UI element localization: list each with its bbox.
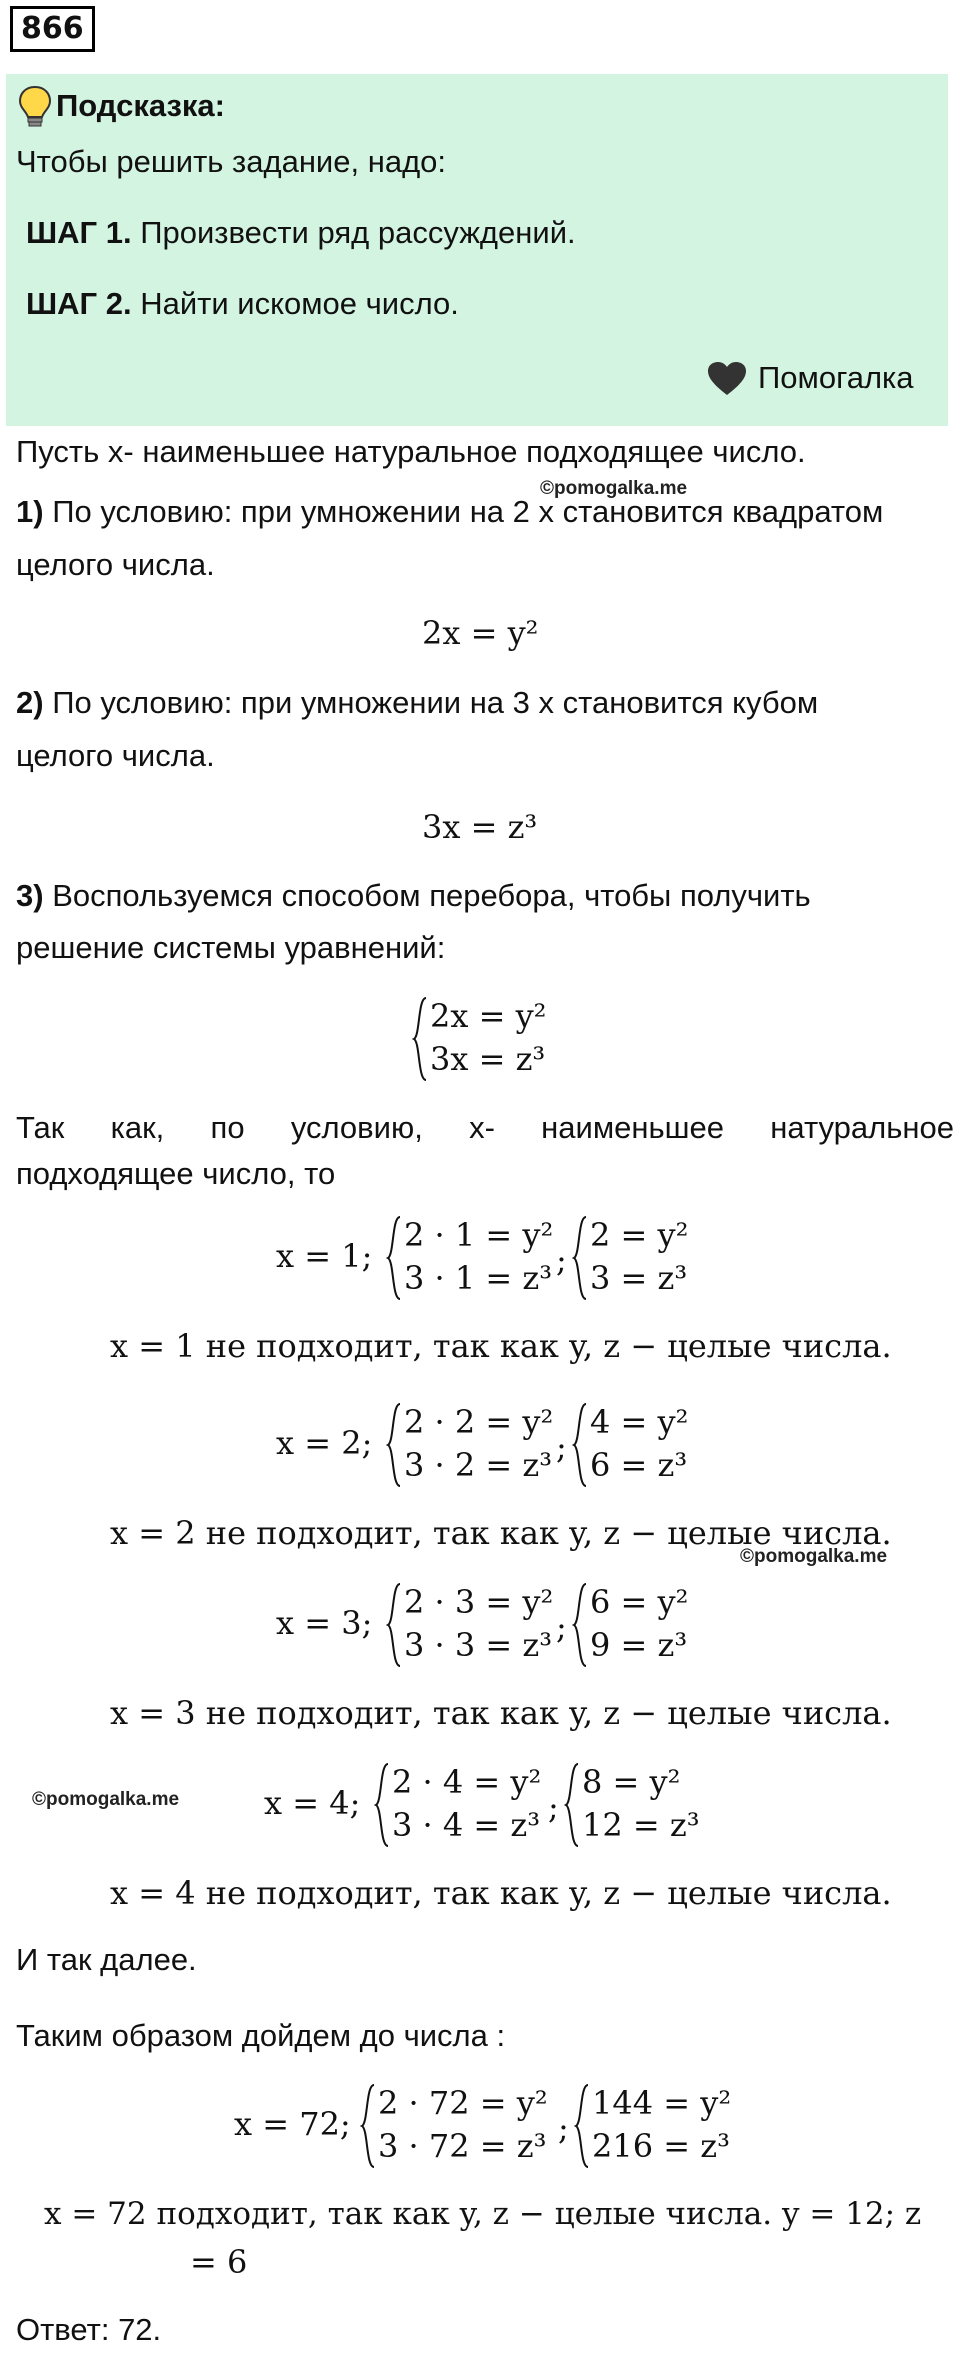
heart-icon (706, 360, 748, 398)
lightbulb-icon (16, 84, 54, 130)
answer-text: Ответ: 72. (16, 2312, 162, 2347)
step-text: По условию: при умножении на 3 х становится кубом (43, 685, 819, 720)
hint-step-text: Произвести ряд рассуждений. (131, 215, 576, 250)
step-text: Воспользуемся способом перебора, чтобы получить (43, 878, 811, 913)
step-number: 1) (16, 494, 44, 529)
brace-icon (564, 1762, 580, 1848)
brace-icon (386, 1402, 402, 1488)
hint-step-text: Найти искомое число. (131, 286, 459, 321)
trial-prefix: x = 3; (276, 1604, 373, 1642)
trial-system-b (572, 1582, 712, 1668)
final-prefix: x = 72; (234, 2105, 351, 2143)
brace-icon (386, 1582, 402, 1668)
step-3-line-1 (16, 876, 811, 916)
since-line-1: Так как, по условию, х- наименьшее натуральное (16, 1110, 954, 1145)
system-row: 3 · 2 = z³ (404, 1446, 553, 1484)
brace-icon (360, 2083, 376, 2169)
trial-prefix: x = 4; (264, 1784, 361, 1822)
system-row: 3 · 3 = z³ (404, 1626, 553, 1664)
etc-text: И так далее. (16, 1942, 197, 1977)
watermark: ©pomogalka.me (540, 478, 688, 499)
since-line-2: подходящее число, то (16, 1156, 336, 1191)
system-row: 6 = y² (590, 1583, 689, 1621)
trial-system-b (572, 1402, 712, 1488)
trial-system-b (564, 1762, 714, 1848)
step-number: 2) (16, 685, 44, 720)
step-3-line-2: решение системы уравнений: (16, 930, 446, 965)
step-text: По условию: при умножении на 2 х становится квадратом (43, 494, 884, 529)
intro-text: Пусть х- наименьшее натуральное подходящее число. (16, 434, 806, 469)
step-1-line-2: целого числа. (16, 547, 215, 582)
equation-text: 3x = z³ (422, 808, 538, 846)
brace-icon (386, 1215, 402, 1301)
brace-icon (374, 1762, 390, 1848)
system-row: 2x = y² (430, 997, 547, 1035)
brace-icon (412, 996, 428, 1082)
system-row: 2 · 1 = y² (404, 1216, 554, 1254)
semicolon: ; (548, 1788, 559, 1826)
watermark: ©pomogalka.me (740, 1546, 888, 1567)
thus-text: Таким образом дойдем до числа : (16, 2018, 506, 2053)
helper-link[interactable] (706, 358, 926, 398)
trial-system-b (572, 1215, 712, 1301)
hint-step-2 (26, 284, 459, 324)
system-row: 2 · 4 = y² (392, 1763, 542, 1801)
semicolon: ; (556, 1428, 567, 1466)
system-row: 3 · 4 = z³ (392, 1806, 541, 1844)
brace-icon (572, 1582, 588, 1668)
final-system-b (574, 2083, 754, 2169)
system-row: 9 = z³ (590, 1626, 688, 1664)
equation-3x (422, 807, 537, 847)
trial-prefix: x = 1; (276, 1237, 373, 1275)
trial-prefix: x = 2; (276, 1424, 373, 1462)
final-system-a (360, 2083, 560, 2169)
system-row: 2 · 3 = y² (404, 1583, 554, 1621)
step-number: 3) (16, 878, 44, 913)
brace-icon (574, 2083, 590, 2169)
system-row: 2 = y² (590, 1216, 689, 1254)
trial-verdict: x = 1 не подходит, так как y, z − целые числа. (110, 1327, 892, 1365)
system-row: 3 · 72 = z³ (378, 2127, 547, 2165)
semicolon: ; (556, 1608, 567, 1646)
brace-icon (572, 1402, 588, 1488)
brace-icon (572, 1215, 588, 1301)
system-row: 3x = z³ (430, 1040, 546, 1078)
system-row: 3 = z³ (590, 1259, 688, 1297)
semicolon: ; (558, 2109, 569, 2147)
step-2-line-1 (16, 683, 818, 723)
system-row: 6 = z³ (590, 1446, 688, 1484)
step-1-line-1 (16, 492, 883, 532)
trial-system-a (374, 1762, 554, 1848)
final-verdict-line-1: x = 72 подходит, так как y, z − целые числа. y = 12; z (44, 2196, 922, 2232)
task-number: 866 (10, 6, 95, 52)
system-row: 216 = z³ (592, 2127, 730, 2165)
trial-system-a (386, 1582, 566, 1668)
system-of-equations (412, 996, 572, 1082)
trial-verdict: x = 3 не подходит, так как y, z − целые числа. (110, 1694, 892, 1732)
hint-title: Подсказка: (56, 88, 225, 123)
watermark: ©pomogalka.me (32, 1789, 180, 1810)
trial-system-a (386, 1402, 566, 1488)
hint-step-1 (26, 213, 576, 253)
trial-verdict: x = 2 не подходит, так как y, z − целые числа. (110, 1514, 892, 1552)
system-row: 2 · 72 = y² (378, 2084, 548, 2122)
hint-step-label: ШАГ 2. (26, 286, 132, 321)
semicolon: ; (556, 1241, 567, 1279)
trial-system-a (386, 1215, 566, 1301)
hint-intro: Чтобы решить задание, надо: (16, 144, 447, 179)
system-row: 8 = y² (582, 1763, 681, 1801)
system-row: 2 · 2 = y² (404, 1403, 554, 1441)
system-row: 144 = y² (592, 2084, 732, 2122)
system-row: 12 = z³ (582, 1806, 700, 1844)
equation-2x (422, 613, 538, 653)
system-row: 4 = y² (590, 1403, 689, 1441)
system-row: 3 · 1 = z³ (404, 1259, 553, 1297)
trial-verdict: x = 4 не подходит, так как y, z − целые числа. (110, 1874, 892, 1912)
equation-text: 2x = y² (422, 614, 539, 652)
step-2-line-2: целого числа. (16, 738, 215, 773)
helper-label: Помогалка (758, 360, 914, 395)
hint-step-label: ШАГ 1. (26, 215, 132, 250)
final-verdict-line-2: = 6 (190, 2243, 248, 2281)
